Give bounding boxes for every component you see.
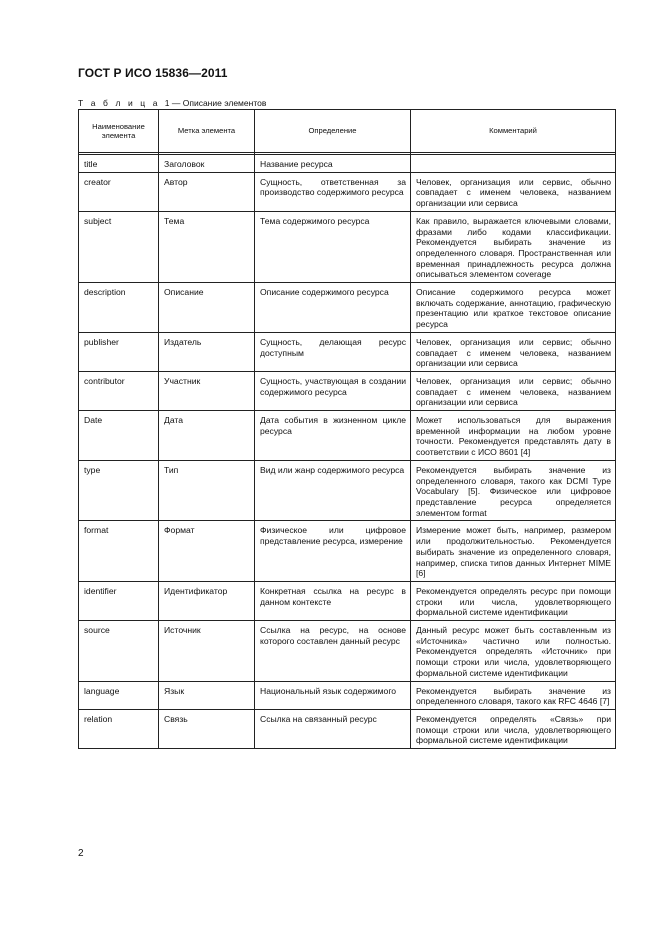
- table-row: [79, 681, 616, 709]
- cell-element-name: source: [79, 621, 159, 682]
- cell-element-label: Тип: [159, 460, 255, 521]
- cell-definition: Сущность, участвующая в создании содержимого ресурса: [255, 371, 411, 410]
- cell-element-name: relation: [79, 709, 159, 748]
- cell-comment: Данный ресурс может быть составленным из «Источника» частично или полностью. Рекомендуется определять «Источник» при помощи строки или числа, удовлетворяющего формальной системе идентификации: [411, 621, 616, 682]
- cell-comment: Человек, организация или сервис; обычно совпадает с именем человека, названием организации или сервиса: [411, 371, 616, 410]
- cell-element-name: description: [79, 283, 159, 333]
- page-number: 2: [78, 848, 84, 859]
- cell-comment: Рекомендуется выбирать значение из определенного словаря, такого как DCMI Type Vocabulary [5]. Физическое или цифровое представление ресурса определяется элементом format: [411, 460, 616, 521]
- cell-element-name: creator: [79, 172, 159, 211]
- cell-element-name: contributor: [79, 371, 159, 410]
- cell-element-label: Источник: [159, 621, 255, 682]
- table-row: [79, 411, 616, 461]
- cell-definition: Вид или жанр содержимого ресурса: [255, 460, 411, 521]
- table-row: [79, 581, 616, 620]
- cell-comment: Описание содержимого ресурса может включать содержание, аннотацию, графическую презентацию или краткое текстовое описание ресурса: [411, 283, 616, 333]
- table-row: [79, 211, 616, 282]
- cell-definition: Описание содержимого ресурса: [255, 283, 411, 333]
- cell-comment: Человек, организация или сервис, обычно совпадает с именем человека, названием организации или сервиса: [411, 172, 616, 211]
- cell-element-label: Участник: [159, 371, 255, 410]
- cell-definition: Название ресурса: [255, 155, 411, 173]
- column-header-label: Метка элемента: [159, 110, 255, 153]
- column-header-name: Наименование элемента: [79, 110, 159, 153]
- table-row: [79, 709, 616, 748]
- cell-definition: Дата события в жизненном цикле ресурса: [255, 411, 411, 461]
- column-header-comment: Комментарий: [411, 110, 616, 153]
- cell-definition: Физическое или цифровое представление ресурса, измерение: [255, 521, 411, 582]
- table-row: [79, 155, 616, 173]
- cell-comment: Как правило, выражается ключевыми словами, фразами либо кодами классификации. Рекомендуется выбирать значение из определенного словаря. Пространственная или временная принадлежность ресурса должна описываться элементом coverage: [411, 211, 616, 282]
- cell-element-name: title: [79, 155, 159, 173]
- cell-comment: Человек, организация или сервис; обычно совпадает с именем человека, названием организации или сервиса: [411, 332, 616, 371]
- table-caption-prefix: Т а б л и ц а: [78, 98, 161, 108]
- cell-element-name: identifier: [79, 581, 159, 620]
- document-title: ГОСТ Р ИСО 15836—2011: [78, 66, 228, 80]
- elements-table: [78, 109, 616, 749]
- cell-element-name: Date: [79, 411, 159, 461]
- table-caption: [78, 98, 266, 108]
- cell-definition: Сущность, ответственная за производство содержимого ресурса: [255, 172, 411, 211]
- cell-comment: Рекомендуется выбирать значение из определенного словаря, такого как RFC 4646 [7]: [411, 681, 616, 709]
- cell-element-label: Идентификатор: [159, 581, 255, 620]
- cell-element-label: Связь: [159, 709, 255, 748]
- cell-definition: Тема содержимого ресурса: [255, 211, 411, 282]
- column-header-definition: Определение: [255, 110, 411, 153]
- cell-definition: Конкретная ссылка на ресурс в данном контексте: [255, 581, 411, 620]
- cell-definition: Ссылка на ресурс, на основе которого составлен данный ресурс: [255, 621, 411, 682]
- table-row: [79, 521, 616, 582]
- cell-element-name: type: [79, 460, 159, 521]
- cell-element-label: Тема: [159, 211, 255, 282]
- table-header-row: [79, 110, 616, 153]
- cell-element-label: Формат: [159, 521, 255, 582]
- cell-element-label: Дата: [159, 411, 255, 461]
- cell-comment: Измерение может быть, например, размером или продолжительностью. Рекомендуется выбирать значение из определенного словаря, например, списка типов данных Интернет MIME [6]: [411, 521, 616, 582]
- cell-comment: Рекомендуется определять ресурс при помощи строки или числа, удовлетворяющего формальной системе идентификации: [411, 581, 616, 620]
- cell-definition: Сущность, делающая ресурс доступным: [255, 332, 411, 371]
- cell-comment: Может использоваться для выражения временной информации на любом уровне точности. Рекомендуется представлять дату в соответствии с ИСО 8601 [4]: [411, 411, 616, 461]
- cell-comment: Рекомендуется определять «Связь» при помощи строки или числа, удовлетворяющего формальной системе идентификации: [411, 709, 616, 748]
- cell-element-label: Автор: [159, 172, 255, 211]
- table-row: [79, 621, 616, 682]
- cell-element-label: Заголовок: [159, 155, 255, 173]
- table-row: [79, 371, 616, 410]
- cell-comment: [411, 155, 616, 173]
- table-row: [79, 332, 616, 371]
- cell-element-name: language: [79, 681, 159, 709]
- table-caption-text: 1 — Описание элементов: [164, 98, 267, 108]
- cell-element-name: format: [79, 521, 159, 582]
- cell-element-name: subject: [79, 211, 159, 282]
- table-row: [79, 172, 616, 211]
- table-row: [79, 460, 616, 521]
- cell-definition: Национальный язык содержимого: [255, 681, 411, 709]
- cell-element-label: Язык: [159, 681, 255, 709]
- cell-definition: Ссылка на связанный ресурс: [255, 709, 411, 748]
- cell-element-label: Описание: [159, 283, 255, 333]
- table-row: [79, 283, 616, 333]
- cell-element-label: Издатель: [159, 332, 255, 371]
- cell-element-name: publisher: [79, 332, 159, 371]
